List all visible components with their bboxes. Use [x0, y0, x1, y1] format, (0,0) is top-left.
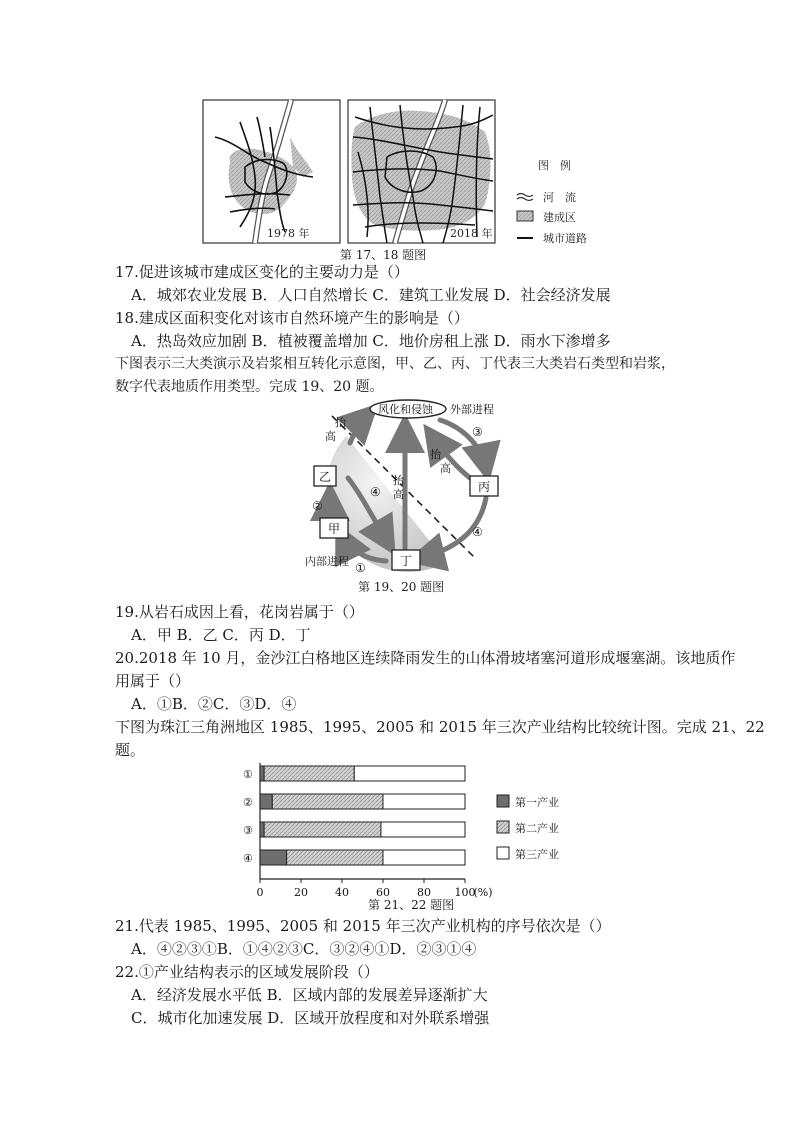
q22-stem: 22.①产业结构表示的区域发展阶段（）: [115, 963, 379, 981]
legend-river-label: 河 流: [543, 191, 576, 204]
arrow-yi-up: [350, 414, 368, 443]
map-1978: [203, 100, 340, 243]
q19-stem: 19.从岩石成因上看，花岗岩属于（）: [115, 603, 364, 621]
q21-options: A．④②③①B．①④②③C．③②④①D．②③①④: [131, 940, 477, 958]
legend-road-label: 城市道路: [543, 232, 587, 245]
high-label-center: 高: [393, 488, 404, 501]
x-tick-label: 100: [454, 886, 476, 899]
uplift-label-left: 抬: [335, 416, 346, 429]
legend-swatch: [497, 821, 509, 833]
rock-cycle-figure: [290, 398, 540, 576]
legend-label: 第三产业: [515, 848, 559, 861]
intro-21-22-line2: 题。: [115, 741, 146, 759]
x-tick-label: 40: [335, 886, 349, 899]
fig2-caption: 第 19、20 题图: [358, 580, 445, 594]
external-process-label: 外部进程: [450, 403, 494, 416]
bar-segment: [264, 822, 381, 837]
high-label-right: 高: [440, 462, 451, 475]
q17-options: A．城郊农业发展 B．人口自然增长 C．建筑工业发展 D．社会经济发展: [131, 286, 611, 304]
process-2-label: ②: [312, 499, 323, 513]
map-2018-year: 2018 年: [450, 227, 493, 240]
legend-title: 图 例: [538, 159, 571, 172]
bar-segment: [260, 794, 272, 809]
category-label: ④: [243, 852, 253, 865]
bar-segment: [260, 822, 264, 837]
intro-19-20-line1: 下图表示三大类演示及岩浆相互转化示意图，甲、乙、丙、丁代表三大类岩石类型和岩浆，: [115, 356, 675, 372]
process-4-label-left: ④: [370, 485, 381, 499]
map-1978-year: 1978 年: [267, 227, 310, 240]
process-1-label: ①: [355, 561, 366, 575]
internal-process-label: 内部进程: [305, 555, 349, 568]
jia-label: 甲: [328, 522, 341, 536]
uplift-label-center: 抬: [393, 474, 404, 487]
q18-options: A．热岛效应加剧 B．植被覆盖增加 C．地价房租上涨 D．雨水下渗增多: [131, 332, 611, 350]
bar-segment: [260, 766, 264, 781]
intro-21-22-line1: 下图为珠江三角洲地区 1985、1995、2005 和 2015 年三次产业结构比较统计图。完成 21、22: [115, 718, 765, 736]
q17-stem: 17.促进该城市建成区变化的主要动力是（）: [115, 263, 409, 281]
legend-label: 第二产业: [515, 822, 559, 835]
x-unit-label: (%): [473, 886, 493, 899]
intro-19-20-line2: 数字代表地质作用类型。完成 19、20 题。: [115, 379, 384, 395]
x-tick-label: 0: [256, 886, 264, 899]
category-label: ①: [243, 768, 253, 781]
fig3-caption: 第 21、22 题图: [368, 898, 455, 912]
city-maps-svg: [195, 97, 615, 257]
industry-chart-svg: [235, 755, 595, 905]
process-4-label-right: ④: [472, 525, 483, 539]
river-legend-icon: [517, 194, 533, 197]
legend-built-area-label: 建成区: [543, 211, 576, 224]
city-maps-figure: [195, 97, 615, 257]
q21-stem: 21.代表 1985、1995、2005 和 2015 年三次产业机构的序号依次是（）: [115, 917, 611, 935]
industry-chart: [235, 755, 595, 905]
category-label: ②: [243, 796, 253, 809]
q20-stem-line1: 20.2018 年 10 月，金沙江白格地区连续降雨发生的山体滑坡堵塞河道形成堰塞湖。该地质作: [115, 649, 736, 667]
bar-segment: [354, 766, 465, 781]
uplift-label-right: 抬: [430, 448, 441, 461]
bar-segment: [287, 850, 383, 865]
q22-options-line1: A．经济发展水平低 B．区域内部的发展差异逐渐扩大: [131, 986, 488, 1004]
bar-segment: [383, 850, 465, 865]
x-tick-label: 80: [417, 886, 431, 899]
built-area-legend-icon: [517, 211, 533, 221]
x-tick-label: 20: [294, 886, 308, 899]
process-3-label: ③: [472, 425, 483, 439]
bar-segment: [260, 850, 287, 865]
q20-options: A．①B．②C．③D．④: [131, 695, 297, 713]
high-label-left: 高: [325, 430, 336, 443]
q19-options: A．甲 B．乙 C．丙 D．丁: [131, 626, 311, 644]
category-label: ③: [243, 824, 253, 837]
ding-label: 丁: [400, 554, 413, 568]
q22-options-line2: C．城市化加速发展 D．区域开放程度和对外联系增强: [131, 1009, 490, 1027]
bing-label: 丙: [478, 480, 491, 494]
q18-stem: 18.建成区面积变化对该市自然环境产生的影响是（）: [115, 309, 469, 327]
bar-segment: [381, 822, 465, 837]
legend-label: 第一产业: [515, 796, 559, 809]
bar-segment: [272, 794, 383, 809]
map-2018: [348, 100, 495, 243]
map-legend: [517, 158, 587, 245]
bar-segment: [383, 794, 465, 809]
q20-stem-line2: 用属于（）: [115, 672, 191, 690]
rock-cycle-svg: [290, 398, 540, 576]
legend-swatch: [497, 847, 509, 859]
weathering-label: 风化和侵蚀: [378, 403, 433, 416]
bar-segment: [264, 766, 354, 781]
x-tick-label: 60: [376, 886, 390, 899]
legend-swatch: [497, 795, 509, 807]
fig1-caption: 第 17、18 题图: [340, 248, 427, 262]
yi-label: 乙: [319, 470, 332, 484]
